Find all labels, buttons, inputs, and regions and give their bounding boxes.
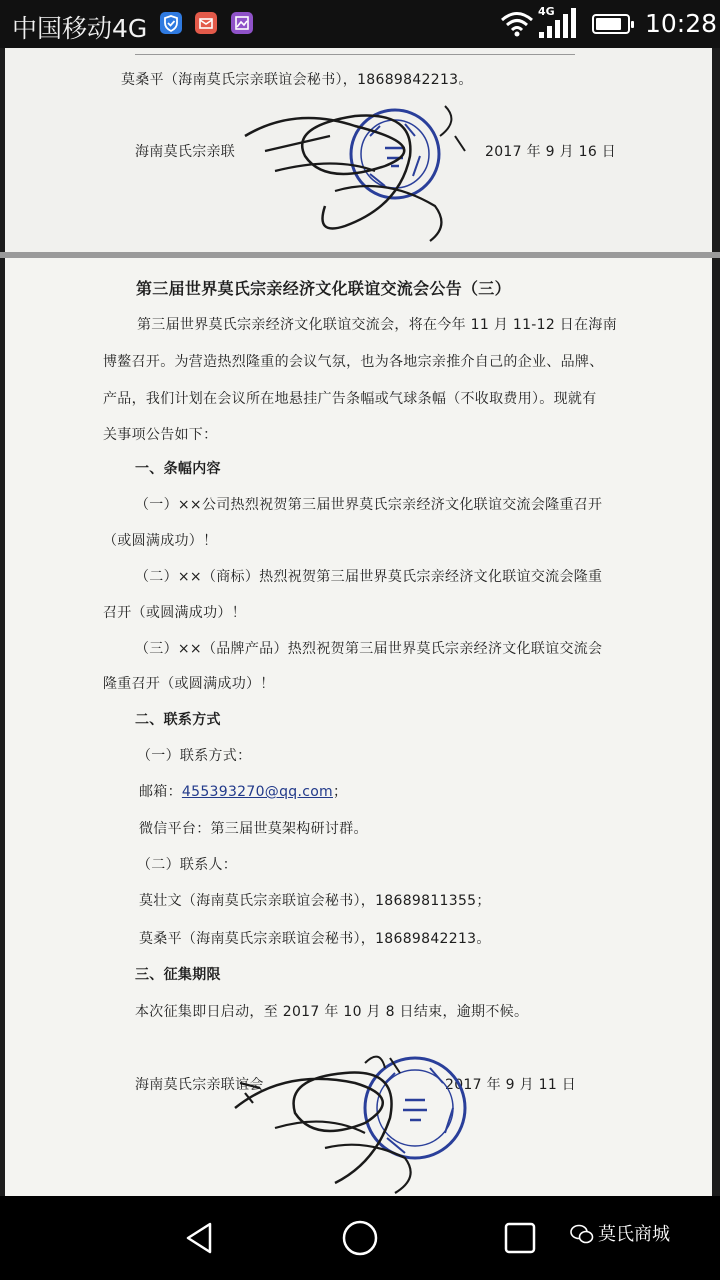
document-date: 2017 年 9 月 16 日 [485,144,617,160]
email-link[interactable]: 455393270@qq.com [181,784,333,800]
document-page-top [5,48,712,252]
battery-icon [592,14,630,34]
signature-stamp [215,1048,485,1198]
banner-item-line: （或圆满成功）！ [103,533,218,549]
document-date: 2017 年 9 月 11 日 [445,1077,577,1093]
contact-line: 莫桑平（海南莫氏宗亲联谊会秘书），18689842213。 [121,72,473,88]
intro-line: 第三届世界莫氏宗亲经济文化联谊交流会，将在今年 11 月 11-12 日在海南 [137,317,617,333]
email-suffix: ； [333,784,348,800]
intro-line: 博鳌召开。为营造热烈隆重的会议气氛，也为各地宗亲推介自己的企业、品牌、 [103,354,604,370]
wechat-icon [570,1223,594,1245]
contact-person-heading: （二）联系人： [137,857,238,873]
banner-item-line: （一）××公司热烈祝贺第三届世界莫氏宗亲经济文化联谊交流会隆重召开 [135,497,603,513]
banner-item-line: （二）××（商标）热烈祝贺第三届世界莫氏宗亲经济文化联谊交流会隆重 [135,569,603,585]
home-icon[interactable] [338,1216,382,1260]
signature-stamp [235,96,495,246]
contact-method-heading: （一）联系方式： [137,748,252,764]
intro-line: 产品，我们计划在会议所在地悬挂广告条幅或气球条幅（不收取费用）。现就有 [103,391,597,407]
clock: 10:28 [645,9,718,38]
deadline-text: 本次征集即日启动，至 2017 年 10 月 8 日结束，逾期不候。 [135,1004,529,1020]
document-page-main [5,258,712,1196]
navigation-bar [0,1196,720,1280]
banner-item-line: 隆重召开（或圆满成功）！ [103,676,275,692]
wechat-line: 微信平台：第三届世莫架构研讨群。 [139,821,368,837]
intro-line: 关事项公告如下： [103,427,218,443]
banner-item-line: （三）××（品牌产品）热烈祝贺第三届世界莫氏宗亲经济文化联谊交流会 [135,641,603,657]
carrier-label: 中国移动4G [12,14,148,43]
status-bar [0,0,720,48]
contact-person: 莫桑平（海南莫氏宗亲联谊会秘书），18689842213。 [139,931,491,947]
document-title: 第三届世界莫氏宗亲经济文化联谊交流会公告（三） [136,279,511,298]
back-icon[interactable] [178,1216,222,1260]
mail-icon [195,12,217,34]
email-line [139,781,347,801]
recents-icon[interactable] [498,1216,542,1260]
shield-icon [160,12,182,34]
section-heading-contact: 二、联系方式 [135,712,221,728]
cut-text-line [135,48,575,55]
signer-name: 海南莫氏宗亲联 [135,144,236,160]
email-label: 邮箱： [139,784,182,800]
banner-item-line: 召开（或圆满成功）！ [103,605,246,621]
network-type-label: 4G [538,5,555,18]
contact-person: 莫壮文（海南莫氏宗亲联谊会秘书），18689811355； [139,893,491,909]
brand-label: 莫氏商城 [598,1224,670,1245]
section-heading-deadline: 三、征集期限 [135,967,221,983]
gallery-icon [231,12,253,34]
section-heading-banner: 一、条幅内容 [135,461,221,477]
wifi-icon [500,10,534,38]
signer-name: 海南莫氏宗亲联谊会 [135,1077,264,1093]
signal-icon [535,6,579,40]
